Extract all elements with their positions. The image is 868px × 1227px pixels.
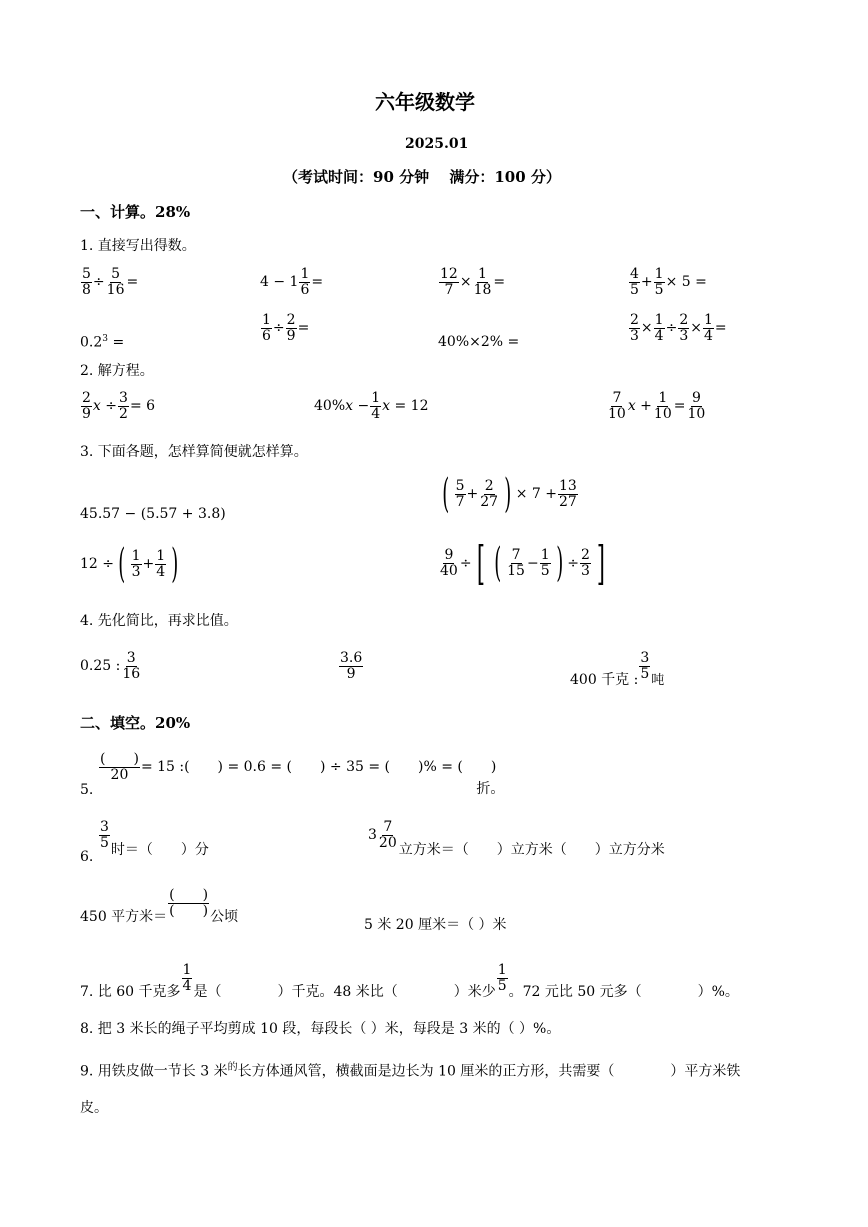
calc-item-1: $\frac{5}{8}$ ÷ $\frac{5}{16}$ =	[82, 266, 139, 298]
simplify-item-4: $\frac{9}{40}$ ÷ [ ( $\frac{7}{15}$ − $\frac{1}{5}$ ) ÷ $\frac{2}{3}$ ]	[440, 536, 605, 590]
ratio-item-3: 400 千克 : $\frac{3}{5}$ 吨	[570, 650, 665, 689]
exam-date: 2025.01	[405, 136, 469, 152]
question-label-2: 2. 解方程。	[80, 363, 154, 379]
fill-q5-body: ( ) 20 = 15 :( ) = 0.6 = ( ) ÷ 35 = ( )% = ( ) 折。	[100, 751, 505, 798]
equation-3: $\frac{7}{10}$ x + $\frac{1}{10}$ = $\frac{9}{10}$	[608, 390, 706, 422]
fill-q9-line1: 9. 用铁皮做一节长 3 米$^的$长方体通风管，横截面是边长为 10 厘米的正方形，共需要（ ）平方米铁	[80, 1062, 741, 1080]
fill-q6-part4: 5 米 20 厘米＝（ ）米	[364, 917, 507, 933]
fill-q6-num: 6.	[80, 849, 94, 865]
ratio-item-1: 0.25 : $\frac{3}{16}$	[80, 650, 141, 682]
fill-q6-part2: 3 $\frac{7}{20}$ 立方米＝（ ）立方米（ ）立方分米	[368, 819, 665, 859]
calc-item-3: $\frac{12}{7}$ × $\frac{1}{18}$ =	[440, 266, 506, 298]
calc-item-7: 40%×2% =	[438, 334, 520, 350]
section-title-calc: 一、计算。28%	[80, 203, 191, 221]
calc-item-2: 4 − 1 $\frac{1}{6}$ =	[260, 266, 324, 298]
fill-q9-line2: 皮。	[80, 1100, 108, 1116]
fill-q6-part1: $\frac{3}{5}$ 时＝（ ）分	[100, 819, 209, 859]
fill-q6-part3: 450 平方米＝ ( ) ( ) 公顷	[80, 887, 239, 926]
equation-1: $\frac{2}{9}$ x ÷ $\frac{3}{2}$ = 6	[82, 390, 156, 422]
calc-item-5: $0.2^3$ =	[80, 334, 125, 351]
section-title-fill: 二、填空。20%	[80, 714, 191, 732]
question-label-3: 3. 下面各题，怎样算简便就怎样算。	[80, 444, 308, 460]
fill-q7: 7. 比 60 千克多 $\frac{1}{4}$ 是（ ）千克。48 米比（ ）米少 $\frac{1}{5}$ 。72 元比 50 元多（ ）%。	[80, 962, 739, 1001]
equation-2: 40%x − $\frac{1}{4}$ x = 12	[314, 390, 429, 422]
fill-q5-num: 5.	[80, 782, 94, 798]
calc-item-6: $\frac{1}{6}$ ÷ $\frac{2}{9}$ =	[262, 312, 310, 344]
ratio-item-2: $\frac{3.6}{9}$	[340, 650, 363, 682]
question-label-1: 1. 直接写出得数。	[80, 238, 196, 254]
calc-item-8: $\frac{2}{3}$ × $\frac{1}{4}$ ÷ $\frac{2}{3}$ × $\frac{1}{4}$ =	[630, 312, 727, 344]
exam-info: （考试时间：90 分钟 满分：100 分）	[283, 168, 561, 186]
page-title: 六年级数学	[375, 90, 475, 114]
simplify-item-2: ( $\frac{5}{7}$ + $\frac{2}{27}$ ) × 7 + $\frac{13}{27}$	[442, 471, 577, 517]
calc-item-4: $\frac{4}{5}$ + $\frac{1}{5}$ × 5 =	[630, 266, 707, 298]
question-label-4: 4. 先化简比，再求比值。	[80, 613, 238, 629]
simplify-item-1: 45.57 − (5.57 + 3.8)	[80, 506, 226, 522]
fill-q8: 8. 把 3 米长的绳子平均剪成 10 段，每段长（ ）米，每段是 3 米的（ ）%。	[80, 1021, 561, 1037]
simplify-item-3: 12 ÷ ( $\frac{1}{3}$ + $\frac{1}{4}$ )	[80, 541, 179, 587]
